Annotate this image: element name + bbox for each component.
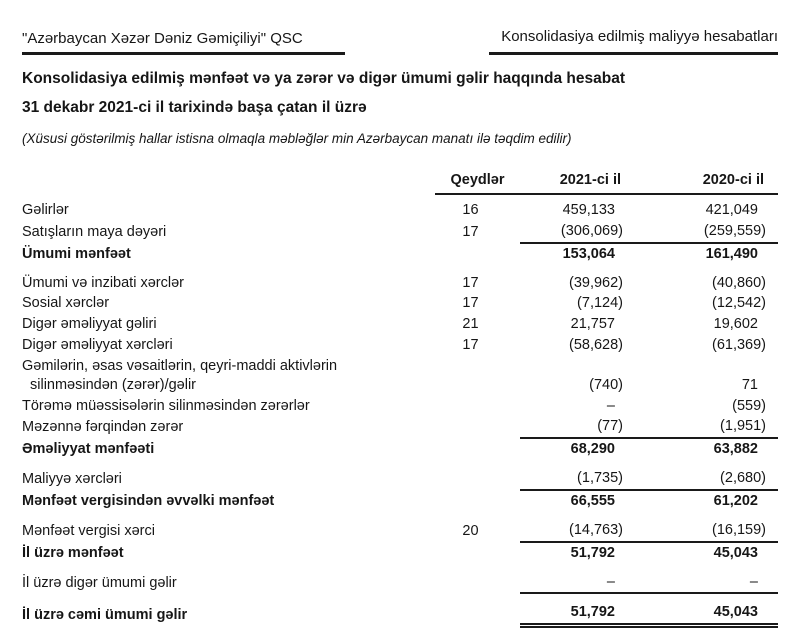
notes-value: 17 — [462, 337, 479, 354]
value-2021: (77) — [520, 416, 635, 438]
row-label — [22, 335, 435, 356]
row-label-line1: İl üzrə mənfəət — [22, 544, 124, 561]
column-header-blank — [22, 170, 435, 194]
value-2020: 421,049 — [705, 202, 758, 218]
table-row — [22, 460, 778, 490]
table-header — [22, 170, 778, 194]
value-2020: 61,202 — [713, 492, 758, 509]
notes-value — [435, 356, 520, 396]
row-label-line1: Digər əməliyyat xərcləri — [22, 337, 173, 354]
notes-value: 17 — [462, 223, 479, 240]
row-label — [22, 490, 435, 512]
row-label-line1: Ümumi mənfəət — [22, 245, 131, 262]
row-label-line1: Mənfəət vergisindən əvvəlki mənfəət — [22, 492, 275, 509]
notes-value — [435, 593, 520, 625]
notes-value: 16 — [462, 202, 479, 218]
value-2020: (16,159) — [635, 512, 778, 542]
value-2021: (7,124) — [577, 295, 623, 312]
document-header — [22, 28, 778, 55]
row-label-line1: İl üzrə cəmi ümumi gəlir — [22, 606, 188, 623]
value-2021: (39,962) — [568, 274, 623, 291]
value-2021: – — [606, 397, 615, 414]
table-row — [22, 438, 778, 460]
row-label-line1: Məzənnə fərqindən zərər — [22, 419, 184, 436]
row-label-line1: Ümumi və inzibati xərclər — [22, 274, 184, 291]
value-2020: (12,542) — [711, 295, 766, 312]
currency-note: (Xüsusi göstərilmiş hallar istisna olmaqla məbləğlər min Azərbaycan manatı ilə təqdim edilir) — [22, 131, 572, 146]
notes-value — [435, 416, 520, 438]
notes-value — [435, 460, 520, 490]
row-label — [22, 293, 435, 314]
table-row — [22, 396, 778, 417]
table-body — [22, 194, 778, 626]
table-row — [22, 221, 778, 243]
table-row — [22, 542, 778, 564]
row-label-line1: Əməliyyat mənfəəti — [22, 441, 155, 458]
value-2020: 63,882 — [713, 441, 758, 458]
row-label — [22, 314, 435, 335]
value-2021: 21,757 — [570, 316, 615, 333]
value-2020: – — [635, 564, 778, 594]
table-row — [22, 356, 778, 396]
table-row — [22, 564, 778, 594]
notes-value — [435, 438, 520, 460]
value-2021: (58,628) — [568, 337, 623, 354]
row-label — [22, 265, 435, 294]
table-row — [22, 293, 778, 314]
row-label-line1: Gəmilərin, əsas vəsaitlərin, qeyri-maddi aktivlərin — [22, 357, 338, 374]
notes-value: 20 — [462, 522, 479, 539]
value-2021: (306,069) — [520, 221, 635, 243]
company-name: "Azərbaycan Xəzər Dəniz Gəmiçiliyi" QSC — [22, 30, 345, 55]
column-header-notes: Qeydlər — [435, 170, 520, 194]
row-label — [22, 512, 435, 542]
table-row — [22, 243, 778, 265]
value-2020: (559) — [732, 397, 766, 414]
notes-value — [435, 243, 520, 265]
value-2020: 45,043 — [635, 593, 778, 625]
value-2020: (1,951) — [635, 416, 778, 438]
value-2020: 71 — [741, 376, 758, 393]
statement-title: Konsolidasiya edilmiş mənfəət və ya zərər və digər ümumi gəlir haqqında hesabat — [22, 70, 625, 87]
column-header-2021: 2021-ci il — [520, 170, 635, 194]
row-label — [22, 460, 435, 490]
value-2020: 161,490 — [705, 245, 758, 262]
value-2020: 19,602 — [713, 316, 758, 333]
value-2021: – — [520, 564, 635, 594]
value-2021: 68,290 — [570, 441, 615, 458]
row-label — [22, 542, 435, 564]
row-label-line1: Satışların maya dəyəri — [22, 223, 167, 240]
statement-period: 31 dekabr 2021-ci il tarixində başa çatan il üzrə — [22, 99, 367, 116]
table-row — [22, 490, 778, 512]
value-2021: 459,133 — [562, 202, 615, 218]
notes-value — [435, 542, 520, 564]
value-2020: (259,559) — [635, 221, 778, 243]
table-row — [22, 593, 778, 625]
row-label-line1: Sosial xərclər — [22, 295, 110, 312]
column-header-2020: 2020-ci il — [635, 170, 778, 194]
value-2021: (14,763) — [520, 512, 635, 542]
value-2020: 45,043 — [713, 544, 758, 561]
row-label-line1: Maliyyə xərcləri — [22, 471, 122, 488]
value-2021: 66,555 — [570, 492, 615, 509]
row-label-line1: İl üzrə digər ümumi gəlir — [22, 574, 177, 591]
row-label-line2: silinməsindən (zərər)/gəlir — [30, 376, 196, 393]
value-2020: (61,369) — [711, 337, 766, 354]
notes-value — [435, 564, 520, 594]
row-label-line1: Gəlirlər — [22, 202, 69, 218]
value-2021: (740) — [589, 376, 623, 393]
notes-value: 17 — [462, 295, 479, 312]
table-row — [22, 265, 778, 294]
row-label — [22, 356, 435, 396]
value-2021: 153,064 — [562, 245, 615, 262]
notes-value: 21 — [462, 316, 479, 333]
table-row — [22, 416, 778, 438]
notes-value — [435, 490, 520, 512]
row-label — [22, 194, 435, 221]
row-label-line1: Törəmə müəssisələrin silinməsindən zərərlər — [22, 397, 310, 414]
table-row — [22, 314, 778, 335]
table-row — [22, 512, 778, 542]
row-label — [22, 564, 435, 594]
value-2021: 51,792 — [570, 544, 615, 561]
row-label — [22, 243, 435, 265]
report-type-label: Konsolidasiya edilmiş maliyyə hesabatları — [489, 28, 778, 55]
row-label — [22, 593, 435, 625]
value-2020: (40,860) — [711, 274, 766, 291]
value-2021: (1,735) — [520, 460, 635, 490]
value-2020: (2,680) — [635, 460, 778, 490]
table-header-row — [22, 170, 778, 194]
row-label-line1: Digər əməliyyat gəliri — [22, 316, 157, 333]
row-label-line1: Mənfəət vergisi xərci — [22, 522, 155, 539]
row-label — [22, 438, 435, 460]
row-label — [22, 221, 435, 243]
notes-value — [435, 396, 520, 417]
table-row — [22, 335, 778, 356]
income-statement-table — [22, 170, 778, 628]
row-label — [22, 396, 435, 417]
row-label — [22, 416, 435, 438]
value-2021: 51,792 — [520, 593, 635, 625]
table-row — [22, 194, 778, 221]
notes-value: 17 — [462, 274, 479, 291]
